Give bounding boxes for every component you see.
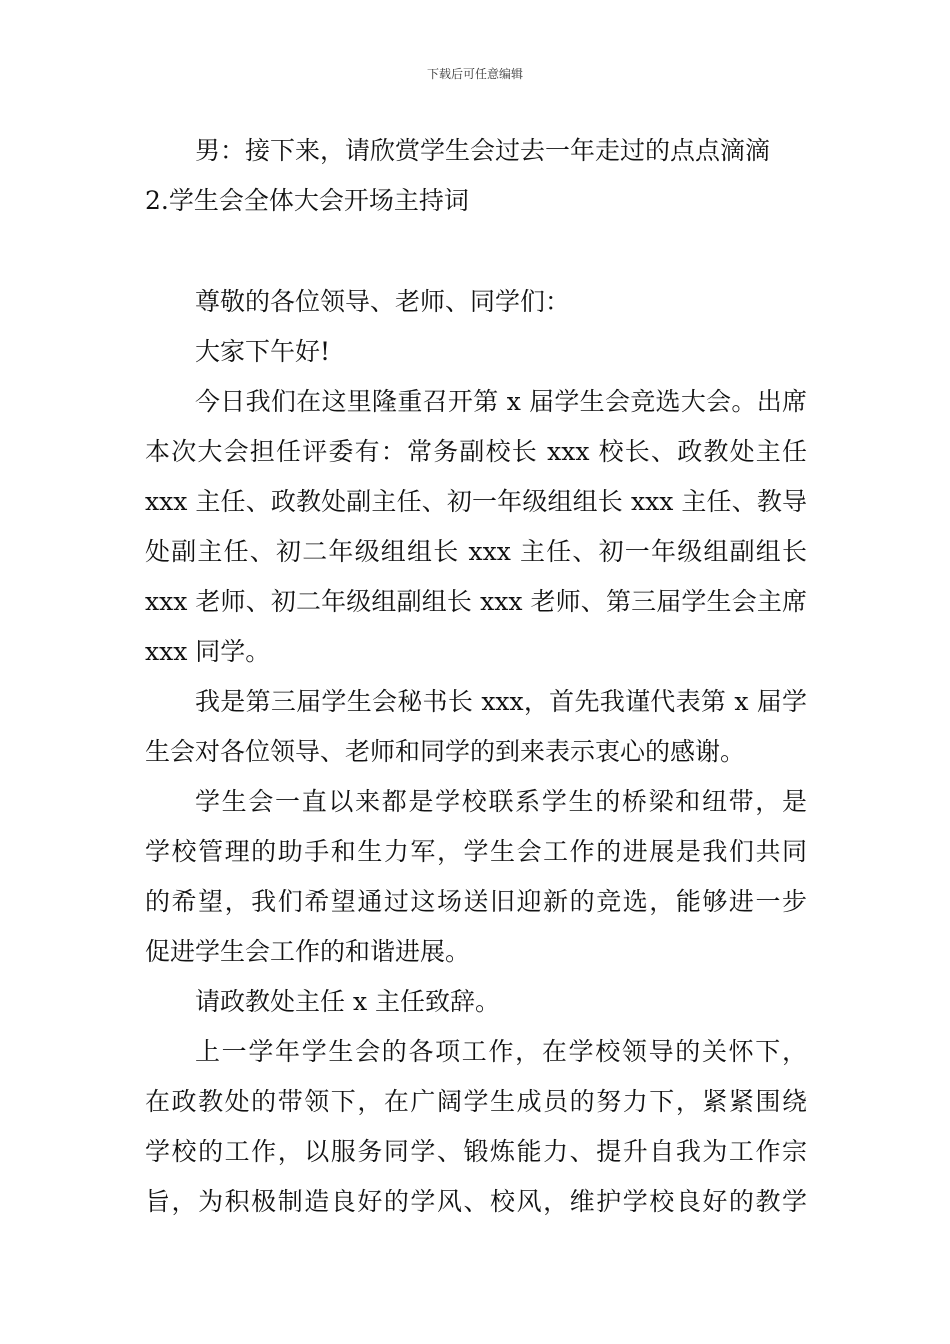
text-line: xxx 主任、政教处副主任、初一年级组组长 xxx 主任、教导 [145,487,807,516]
text-line: 处副主任、初二年级组组长 xxx 主任、初一年级组副组长 [145,537,807,566]
text-line: 学校管理的助手和生力军，学生会工作的进展是我们共同 [145,837,807,866]
text-line: 学校的工作，以服务同学、锻炼能力、提升自我为工作宗 [145,1137,807,1166]
text-line: 男：接下来，请欣赏学生会过去一年走过的点点滴滴 [195,136,771,165]
greeting: 大家下午好! [195,337,331,366]
blank-line [145,226,807,277]
text-line: 学生会一直以来都是学校联系学生的桥梁和纽带，是 [195,787,807,816]
text-line: xxx 老师、初二年级组副组长 xxx 老师、第三届学生会主席 [145,587,807,616]
section-heading: 2.学生会全体大会开场主持词 [145,186,469,215]
text-line: 旨，为积极制造良好的学风、校风，维护学校良好的教学 [145,1187,807,1216]
text-line: 上一学年学生会的各项工作，在学校领导的关怀下， [195,1037,807,1066]
text-line: 的希望，我们希望通过这场送旧迎新的竞选，能够进一步 [145,887,807,916]
header-note: 下载后可任意编辑 [426,67,523,81]
text-line: 本次大会担任评委有：常务副校长 xxx 校长、政教处主任 [145,437,807,466]
text-line: 我是第三届学生会秘书长 xxx，首先我谨代表第 x 届学 [195,687,807,716]
text-line: 在政教处的带领下，在广阔学生成员的努力下，紧紧围绕 [145,1087,807,1116]
salutation: 尊敬的各位领导、老师、同学们： [195,287,571,316]
text-line: 生会对各位领导、老师和同学的到来表示衷心的感谢。 [145,737,746,766]
document-body [145,126,807,1227]
text-line: 请政教处主任 x 主任致辞。 [195,987,500,1016]
text-line: 促进学生会工作的和谐进展。 [145,937,471,966]
text-line: 今日我们在这里隆重召开第 x 届学生会竞选大会。出席 [195,387,807,416]
text-line: xxx 同学。 [145,637,271,666]
